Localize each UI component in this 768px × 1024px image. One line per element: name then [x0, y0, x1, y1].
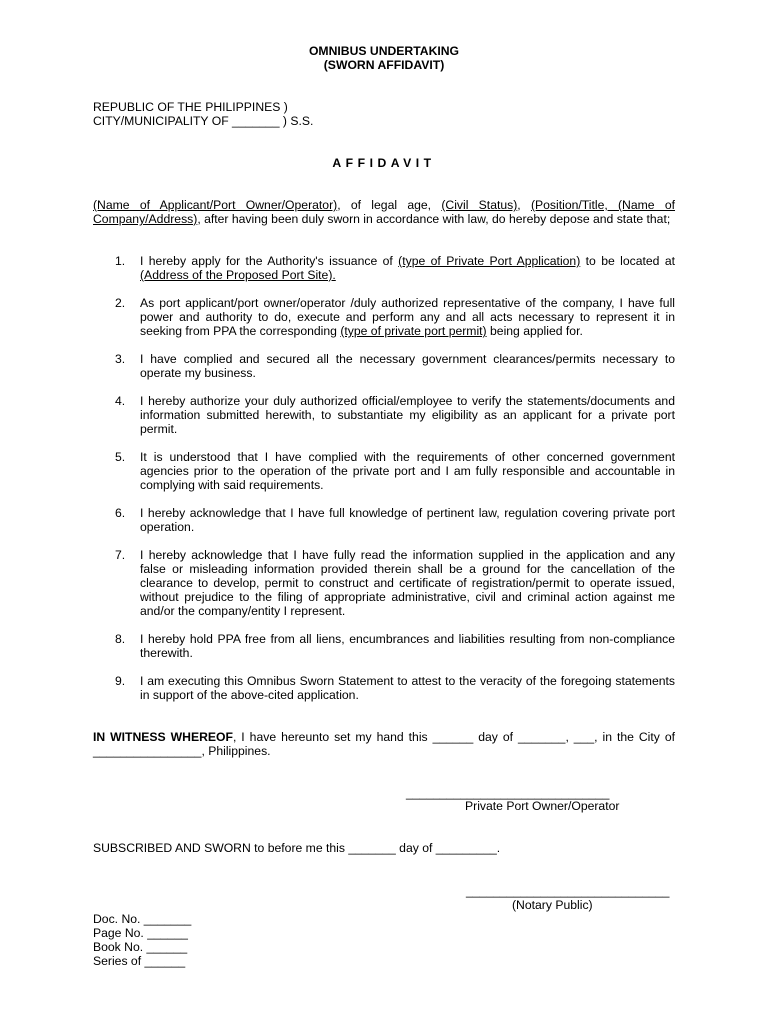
item-text-part: As port applicant/port owner/operator /duly authorized representative of the company, I have full power and authority to do, execute and perform any and all acts necessary to represent it in seeking from PPA the corresponding: [140, 296, 675, 338]
item-number: 4.: [115, 394, 126, 408]
notary-signature-label: (Notary Public): [512, 898, 593, 912]
docket-doc-no: Doc. No. _______: [93, 912, 192, 926]
item-text-part: being applied for.: [486, 324, 583, 338]
item-text-part: to be located at: [580, 254, 676, 268]
item-number: 3.: [115, 352, 126, 366]
docket-series: Series of ______: [93, 954, 186, 968]
intro-text-3: , after having been duly sworn in accordance with law, do hereby depose and state that;: [197, 212, 671, 226]
subscribed-sworn-line: SUBSCRIBED AND SWORN to before me this _______ day of _________.: [93, 841, 501, 855]
venue-line-1: REPUBLIC OF THE PHILIPPINES ): [93, 100, 288, 114]
document-subtitle: (SWORN AFFIDAVIT): [323, 58, 445, 72]
notary-signature-line: ______________________________: [466, 884, 670, 898]
item-text: [140, 296, 675, 338]
owner-signature-line: ______________________________: [406, 786, 610, 800]
item-number: 5.: [115, 450, 126, 464]
intro-paragraph: [93, 198, 675, 226]
item-number: 6.: [115, 506, 126, 520]
owner-signature-label: Private Port Owner/Operator: [465, 799, 620, 813]
document-title: OMNIBUS UNDERTAKING: [308, 44, 460, 58]
affidavit-heading: AFFIDAVIT: [332, 156, 436, 170]
item-number: 1.: [115, 254, 126, 268]
position-company-placeholder: (Position/Title, (Name of Company/Address): [93, 198, 676, 226]
item-text: I am executing this Omnibus Sworn Statement to attest to the veracity of the foregoing statements in support of the above-cited application.: [140, 674, 675, 702]
venue-line-2: CITY/MUNICIPALITY OF _______ ) S.S.: [93, 114, 314, 128]
applicant-name-placeholder: (Name of Applicant/Port Owner/Operator): [93, 198, 338, 212]
item-text: I hereby acknowledge that I have full knowledge of pertinent law, regulation covering private port operation.: [140, 506, 675, 534]
item-number: 9.: [115, 674, 126, 688]
witness-text: , I have hereunto set my hand this ______ day of _______, ___, in the City of ________________, Philippines.: [93, 730, 675, 758]
item-text: It is understood that I have complied with the requirements of other concerned government agencies prior to the operation of the private port and I am fully responsible and accountable in complying with said requirements.: [140, 450, 675, 492]
intro-text-1: , of legal age,: [337, 198, 442, 212]
item-text-part: I hereby apply for the Authority's issuance of: [140, 254, 399, 268]
item-number: 8.: [115, 632, 126, 646]
item-number: 7.: [115, 548, 126, 562]
item-text: I hereby authorize your duly authorized official/employee to verify the statements/documents and information submitted herewith, to substantiate my eligibility as an applicant for a private port permit.: [140, 394, 675, 436]
item-text: I hereby acknowledge that I have fully read the information supplied in the application and any false or misleading information provided therein shall be a ground for the cancellation of the clearance to develop, permit to construct and certificate of registration/permit to operate issued, without prejudice to the filing of appropriate administrative, civil and criminal action against me and/or the company/entity I represent.: [140, 548, 675, 618]
witness-lead: IN WITNESS WHEREOF: [93, 730, 233, 744]
intro-text-2: ,: [517, 198, 531, 212]
item-text: [140, 254, 675, 282]
item-text: I have complied and secured all the necessary government clearances/permits necessary to operate my business.: [140, 352, 675, 380]
docket-page-no: Page No. ______: [93, 926, 188, 940]
item-number: 2.: [115, 296, 126, 310]
port-site-address-placeholder: (Address of the Proposed Port Site).: [140, 268, 336, 282]
docket-book-no: Book No. ______: [93, 940, 188, 954]
item-text: I hereby hold PPA free from all liens, encumbrances and liabilities resulting from non-compliance therewith.: [140, 632, 675, 660]
port-permit-type-placeholder: (type of private port permit): [340, 324, 487, 338]
port-application-type-placeholder: (type of Private Port Application): [398, 254, 581, 268]
witness-paragraph: [93, 730, 675, 758]
civil-status-placeholder: (Civil Status): [441, 198, 518, 212]
